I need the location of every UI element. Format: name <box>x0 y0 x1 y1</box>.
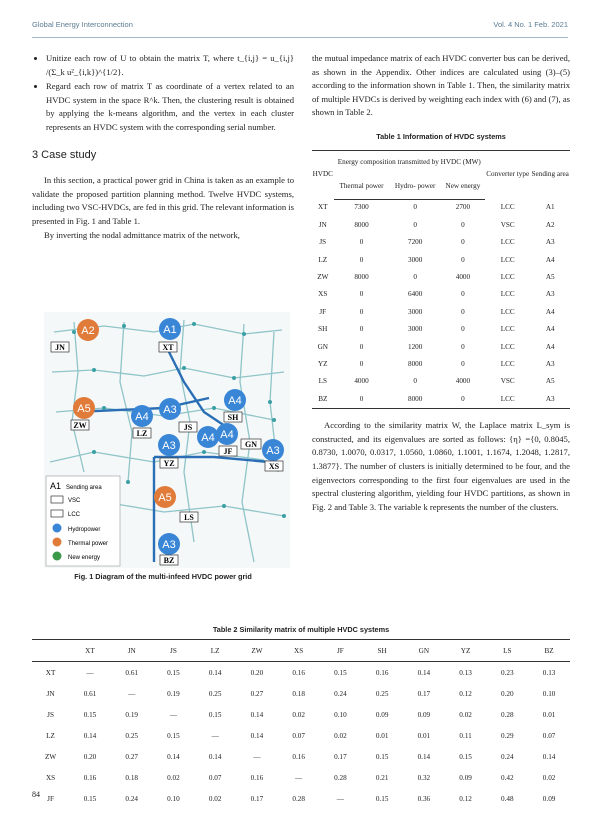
table-row <box>312 339 570 356</box>
table-cell: XS <box>45 773 56 782</box>
legend <box>46 476 120 566</box>
table-row <box>312 391 570 409</box>
table-cell: 0.25 <box>375 689 389 698</box>
table-cell: 0.24 <box>125 794 138 803</box>
table-cell: 4000 <box>354 377 369 386</box>
col-sending: Sending area <box>530 150 570 199</box>
table-1 <box>312 150 570 410</box>
station-label: GN <box>245 440 257 449</box>
table-cell: 0.13 <box>459 668 472 677</box>
table-cell: JN <box>318 220 327 229</box>
table-cell: 3000 <box>407 307 423 316</box>
table-cell: 0.16 <box>292 668 305 677</box>
table-cell: 0.20 <box>250 668 264 677</box>
table-cell: 0.02 <box>542 773 556 782</box>
table-cell: 0 <box>359 307 364 316</box>
table-cell: 0.14 <box>250 710 264 719</box>
table-cell: VSC <box>500 220 515 229</box>
table-cell: XS <box>318 290 328 299</box>
bullet-list <box>32 52 294 135</box>
table-cell: LCC <box>500 238 515 247</box>
legend-new: New energy <box>68 555 101 561</box>
table-cell: 0.28 <box>501 710 514 719</box>
table-row <box>312 373 570 390</box>
table-cell: — <box>211 731 219 740</box>
table-cell: 0.09 <box>542 794 556 803</box>
area-label: A3 <box>162 539 176 551</box>
table-cell: LCC <box>500 325 515 334</box>
table2-header-row <box>32 640 570 662</box>
new-energy-legend-icon <box>53 552 62 561</box>
table-cell: 0.09 <box>417 710 431 719</box>
table-cell: 0.61 <box>125 668 138 677</box>
table-cell: 0.16 <box>375 668 389 677</box>
table-cell: 7200 <box>407 238 423 247</box>
table-cell: JN <box>46 689 55 698</box>
grid-diagram <box>44 312 290 568</box>
table-row <box>32 704 570 725</box>
column-header <box>32 640 69 662</box>
table-cell: 0.42 <box>501 773 514 782</box>
table-cell: 0 <box>461 220 465 229</box>
table-cell: 0.09 <box>459 773 472 782</box>
table-cell: 0.20 <box>501 689 514 698</box>
table-cell: A4 <box>545 325 555 334</box>
hydropower-legend-icon <box>53 524 62 533</box>
table-row <box>312 217 570 234</box>
area-label: A4 <box>220 429 234 441</box>
table-cell: 0.11 <box>459 731 472 740</box>
table-cell: 0.15 <box>208 710 222 719</box>
table-cell: 0 <box>359 238 364 247</box>
table-cell: 8000 <box>407 359 423 368</box>
figure-caption: Fig. 1 Diagram of the multi-infeed HVDC power grid <box>74 572 252 581</box>
left-column <box>32 52 294 242</box>
table-cell: GN <box>317 342 328 351</box>
table-cell: 0.15 <box>167 731 180 740</box>
table-cell: — <box>336 794 344 803</box>
table-cell: — <box>128 689 136 698</box>
table-cell: 0.14 <box>208 752 222 761</box>
table-cell: 0.07 <box>208 773 222 782</box>
table-cell: A3 <box>545 238 555 247</box>
table-cell: LCC <box>500 273 515 282</box>
table-cell: 0.10 <box>167 794 180 803</box>
legend-sending: Sending area <box>66 485 102 491</box>
column-header: YZ <box>445 640 487 662</box>
station-label: BZ <box>163 556 175 565</box>
right-column <box>312 52 570 514</box>
table-cell: 0.23 <box>501 668 514 677</box>
station-label: JS <box>183 423 193 432</box>
station-label: ZW <box>73 421 87 430</box>
table-cell: 0.28 <box>334 773 347 782</box>
table-cell: 0 <box>334 391 390 409</box>
area-label: A1 <box>163 324 177 336</box>
table-cell: LCC <box>500 203 515 212</box>
table-cell: 6400 <box>407 290 423 299</box>
table-cell: 0.25 <box>125 731 138 740</box>
table-cell: A4 <box>545 307 555 316</box>
column-header: SH <box>361 640 403 662</box>
table-cell: A3 <box>545 359 555 368</box>
station-label: LS <box>184 513 194 522</box>
table-cell: JF <box>47 794 54 803</box>
table-cell: JF <box>319 307 327 316</box>
table-cell: SH <box>318 325 328 334</box>
table-cell: XT <box>45 668 56 677</box>
table-cell: 0.01 <box>417 731 431 740</box>
column-header: JS <box>153 640 195 662</box>
table-cell: — <box>169 710 178 719</box>
table-cell: 0.10 <box>334 710 347 719</box>
paragraph: According to the similarity matrix W, the Laplace matrix L_sym is constructed, and its eigenvalues are sorted as follows: {η} ={0, 0.8045, 0.8730, 1.0070, 0.0317, 1.0560, 1.0860, 1.1001, 1.1674, 1.2048, 1.2817, 1.3877}. The number of clusters is initially determined to be four, and the eigenvectors corresponding to the first four eigenvalues are used in the spectral clustering algorithm, yielding four HVDC partitions, as shown in Fig. 2 and Table 3. The variable k represents the number of the clusters. <box>312 420 570 512</box>
table-cell: — <box>295 773 303 782</box>
table-cell: 0.02 <box>459 710 472 719</box>
table-cell: 0 <box>461 255 465 264</box>
table-cell: 0.21 <box>375 773 389 782</box>
table-cell: 0.61 <box>83 689 97 698</box>
table-row <box>312 199 570 217</box>
table-cell: 0 <box>413 203 417 212</box>
area-label: A4 <box>201 432 215 444</box>
table-cell: 0.09 <box>375 710 389 719</box>
station-label: SH <box>227 413 239 422</box>
table-row <box>312 234 570 251</box>
table-cell: 0.18 <box>125 773 138 782</box>
table-cell: 0.02 <box>292 710 305 719</box>
table-cell: 0.19 <box>167 689 180 698</box>
table-cell: 0.01 <box>375 731 389 740</box>
table-cell: LCC <box>500 342 515 351</box>
table-cell: 0.15 <box>167 668 180 677</box>
area-label: A3 <box>266 445 280 457</box>
table-cell: 0.14 <box>417 752 431 761</box>
table-cell: A5 <box>545 377 555 386</box>
table-cell: 0 <box>359 342 364 351</box>
table-cell: 0.15 <box>459 752 472 761</box>
station-label: XT <box>162 343 174 352</box>
paragraph: By inverting the nodal admittance matrix of the network, <box>44 229 240 240</box>
table-2-block <box>32 625 570 809</box>
table2-caption: Table 2 Similarity matrix of multiple HVDC systems <box>212 625 390 634</box>
table-cell: A2 <box>545 220 555 229</box>
bullet-item: • Unitize each row of U to obtain the matrix T, where t_{i,j} = u_{i,j} /(Σ_k u²_{i,k})^{1/2}. <box>46 52 294 79</box>
table1-body <box>312 199 570 409</box>
table-cell: A3 <box>530 391 570 409</box>
station-label: JF <box>223 447 233 456</box>
table-cell: XT <box>317 203 328 212</box>
table-cell: 0.14 <box>542 752 556 761</box>
column-header: JN <box>111 640 153 662</box>
table-cell: 0.12 <box>459 689 472 698</box>
col-converter: Converter type <box>485 150 530 199</box>
table-cell: 0.24 <box>334 689 347 698</box>
journal-name: Global Energy Interconnection <box>32 20 133 29</box>
table-cell: 0.20 <box>83 752 97 761</box>
area-label: A5 <box>77 403 91 415</box>
col-hvdc: HVDC <box>312 150 334 199</box>
col-energy: Energy composition transmitted by HVDC (MW) <box>334 150 485 175</box>
table-cell: 0.27 <box>125 752 138 761</box>
table-cell: 0.17 <box>417 689 431 698</box>
table-cell: LS <box>318 377 327 386</box>
table-cell: LCC <box>485 391 530 409</box>
table-cell: 0 <box>359 255 364 264</box>
table-row <box>32 746 570 767</box>
table-cell: 0.15 <box>375 794 389 803</box>
table-cell: 0.18 <box>292 689 305 698</box>
table-row <box>32 683 570 704</box>
table-cell: BZ <box>312 391 334 409</box>
table-cell: 0.19 <box>125 710 138 719</box>
table-cell: 0.24 <box>501 752 514 761</box>
table-row <box>312 252 570 269</box>
legend-vsc: VSC <box>68 498 81 504</box>
table-cell: 0 <box>461 342 465 351</box>
table-row <box>312 287 570 304</box>
table-cell: 0.07 <box>542 731 556 740</box>
table-cell: 0.28 <box>292 794 305 803</box>
column-header: JF <box>320 640 362 662</box>
table-cell: LCC <box>500 290 515 299</box>
table-cell: JS <box>319 238 327 247</box>
table-cell: 3000 <box>407 255 423 264</box>
table-cell: 0.01 <box>542 710 556 719</box>
station-label: XS <box>268 462 280 471</box>
table-cell: 8000 <box>389 391 440 409</box>
col-hydro: Hydro- power <box>389 175 440 200</box>
legend-area-label: A1 <box>50 481 62 491</box>
legend-lcc: LCC <box>68 512 81 518</box>
table-cell: — <box>86 668 94 677</box>
table-cell: 8000 <box>354 273 369 282</box>
table-cell: ZW <box>317 273 329 282</box>
table-cell: 0.02 <box>208 794 222 803</box>
table-row <box>32 767 570 788</box>
table-cell: 0.02 <box>334 731 347 740</box>
table1-caption: Table 1 Information of HVDC systems <box>376 131 506 141</box>
table-cell: 0.12 <box>459 794 472 803</box>
table-cell: 0.27 <box>250 689 264 698</box>
table-cell: 0 <box>461 290 465 299</box>
table-cell: LCC <box>500 307 515 316</box>
table-cell: 0 <box>461 359 465 368</box>
table-cell: 0.15 <box>83 710 97 719</box>
table-cell: A3 <box>545 290 555 299</box>
page-number: 84 <box>32 790 40 799</box>
col-thermal: Thermal power <box>334 175 390 200</box>
lcc-legend-icon <box>51 510 63 517</box>
paragraph: In this section, a practical power grid in China is taken as an example to validate the proposed partition planning method. Twelve HVDC systems, including two VSC-HVDCs, are fed in this grid. The relevant information is presented in Fig. 1 and Table 1. <box>32 175 294 226</box>
table-cell: 0.14 <box>250 731 264 740</box>
table-cell: VSC <box>500 377 515 386</box>
table-cell: — <box>253 752 261 761</box>
column-header: GN <box>403 640 445 662</box>
table-cell: 0.16 <box>292 752 305 761</box>
table-cell: 7300 <box>354 203 369 212</box>
thermal-legend-icon <box>53 538 62 547</box>
table-row <box>32 788 570 809</box>
table-cell: 0.10 <box>542 689 556 698</box>
area-label: A4 <box>228 395 242 407</box>
table-cell: 0.17 <box>250 794 264 803</box>
table-cell: 0.15 <box>83 794 97 803</box>
table2-body <box>32 662 570 810</box>
table-2 <box>32 639 570 809</box>
running-header <box>32 15 568 38</box>
paragraph: the mutual impedance matrix of each HVDC converter bus can be derived, as shown in the Appendix. Other indices are calculated using (3)–(5) according to the information shown in Table 1. Then, the similarity matrix of multiple HVDCs is derived by weighting each index with (6) and (7), as shown in Table 2. <box>312 53 570 118</box>
table-cell: 0 <box>359 290 364 299</box>
table-cell: 0 <box>359 359 364 368</box>
table-cell: 8000 <box>354 220 369 229</box>
issue-info: Vol. 4 No. 1 Feb. 2021 <box>493 20 568 29</box>
area-label: A3 <box>163 404 177 416</box>
table-cell: A4 <box>545 255 555 264</box>
column-header: LZ <box>194 640 236 662</box>
table-cell: 4000 <box>455 273 471 282</box>
table-cell: 0.29 <box>501 731 514 740</box>
table-cell: 0.32 <box>417 773 431 782</box>
table-cell: 0 <box>441 391 485 409</box>
column-header: BZ <box>528 640 570 662</box>
column-header: XS <box>278 640 320 662</box>
column-header: XT <box>69 640 111 662</box>
table-cell: 0.14 <box>167 752 180 761</box>
col-new: New energy <box>441 175 485 200</box>
table-cell: 0 <box>461 238 465 247</box>
table-row <box>32 725 570 746</box>
table-cell: 0.07 <box>292 731 305 740</box>
station-label: JN <box>55 343 65 352</box>
table-cell: 2700 <box>455 203 471 212</box>
column-header: ZW <box>236 640 278 662</box>
area-label: A4 <box>135 411 149 423</box>
table-cell: 0.14 <box>208 668 222 677</box>
table-cell: 0.15 <box>334 668 347 677</box>
table-cell: 0 <box>359 325 364 334</box>
vsc-legend-icon <box>51 496 63 503</box>
table-cell: ZW <box>44 752 57 761</box>
table-cell: LZ <box>318 255 328 264</box>
table-cell: 1200 <box>407 342 423 351</box>
section-heading: 3 Case study <box>32 148 97 161</box>
table-cell: 0.25 <box>208 689 222 698</box>
table-row <box>312 321 570 338</box>
table-cell: LCC <box>500 359 515 368</box>
table-cell: 0 <box>413 273 417 282</box>
table-cell: A4 <box>545 342 555 351</box>
table-cell: 0.36 <box>417 794 431 803</box>
table-cell: 0.16 <box>250 773 264 782</box>
figure-1 <box>44 312 290 568</box>
table-row <box>312 356 570 373</box>
bullet-item: • Regard each row of matrix T as coordinate of a vertex related to an HVDC system in the space R^k. Then, the clustering result is obtained by applying the k-means algorithm, and the vertex in each cluster represents an HVDC system with the corresponding serial number. <box>46 80 294 134</box>
table-cell: 0.14 <box>83 731 97 740</box>
area-label: A3 <box>162 440 176 452</box>
area-label: A2 <box>81 325 95 337</box>
table-cell: LZ <box>46 731 55 740</box>
column-header: LS <box>486 640 528 662</box>
table-cell: 0.16 <box>83 773 97 782</box>
table-row <box>312 304 570 321</box>
table-cell: 4000 <box>455 377 471 386</box>
table-row <box>312 269 570 286</box>
legend-thermal: Thermal power <box>68 541 109 547</box>
table-cell: 0 <box>413 220 417 229</box>
table-cell: 0 <box>461 325 465 334</box>
area-label: A5 <box>158 492 172 504</box>
table-cell: 0 <box>413 377 417 386</box>
station-label: YZ <box>163 459 175 468</box>
table-cell: A1 <box>545 203 555 212</box>
table-cell: 0.02 <box>167 773 180 782</box>
table-cell: 0.15 <box>375 752 389 761</box>
table-cell: A5 <box>545 273 555 282</box>
table-cell: 0.13 <box>542 668 556 677</box>
station-label: LZ <box>136 429 148 438</box>
table-cell: 0.48 <box>501 794 514 803</box>
table-cell: 3000 <box>407 325 423 334</box>
table-row <box>32 662 570 684</box>
table-cell: 0.17 <box>334 752 347 761</box>
table-cell: JS <box>47 710 54 719</box>
table-cell: LCC <box>500 255 515 264</box>
table-cell: 0 <box>461 307 465 316</box>
table-cell: 0.14 <box>417 668 431 677</box>
legend-hydro: Hydropower <box>68 527 101 533</box>
table-cell: YZ <box>317 359 328 368</box>
